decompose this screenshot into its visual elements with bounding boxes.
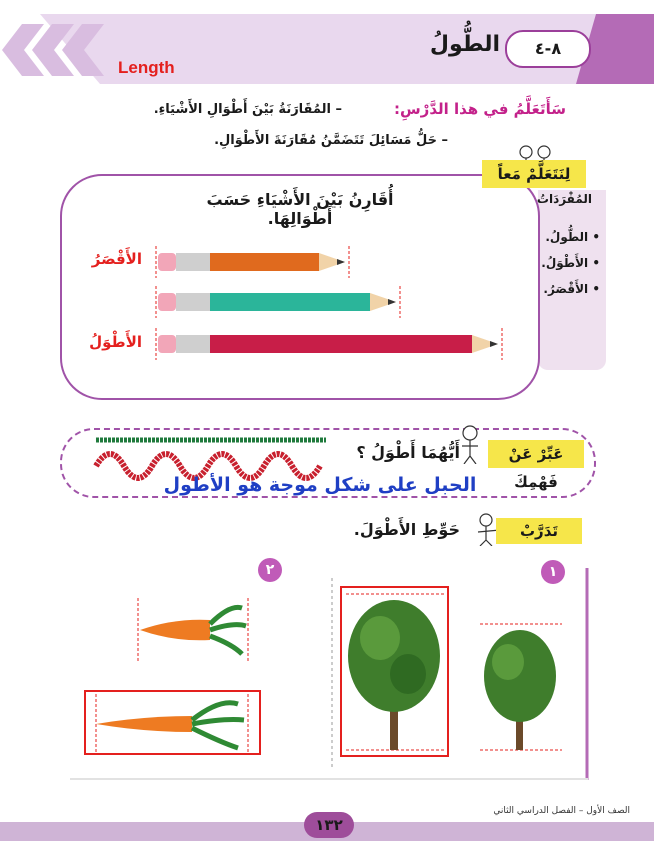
- learn-together-tag: لِنَتَعَلَّمْ مَعاً: [482, 160, 586, 188]
- lesson-number: ٨-٤: [505, 30, 591, 68]
- practice-instruction: حَوِّطِ الأَطْوَلَ.: [353, 520, 460, 539]
- objective-item: – حَلُّ مَسَائِلَ تَتَضَمَّنُ مُقَارَنَةَ الأَطْوَالِ.: [214, 133, 448, 148]
- pencil-3: [156, 328, 502, 360]
- short-tree[interactable]: [476, 620, 566, 756]
- pencils-illustration: [150, 240, 520, 370]
- long-carrot-selected[interactable]: [84, 690, 262, 756]
- thinking-child-icon: [456, 424, 484, 464]
- practice-tag: تَدَرَّبْ: [496, 518, 582, 544]
- short-carrot[interactable]: [134, 598, 254, 662]
- compare-heading: أُقَارِنُ بَيْنَ الأَشْيَاءِ حَسَبَ أَطْوَالِهَا.: [206, 190, 394, 228]
- objective-item: – المُقَارَنَةُ بَيْنَ أَطْوَالِ الأَشْيَاءِ.: [153, 102, 342, 117]
- exercise-number-2: ٢: [258, 558, 282, 582]
- page-number: ١٣٢: [304, 812, 354, 838]
- shortest-label: الأَقْصَرُ: [91, 250, 142, 268]
- handwritten-answer[interactable]: الحبل على شكل موجة هو الأطول: [163, 474, 477, 496]
- longest-label: الأَطْوَلُ: [89, 333, 142, 351]
- lesson-title: الطُّولُ: [429, 32, 500, 57]
- pencil-1: [156, 246, 349, 278]
- vocabulary-title: المُفْرَدَاتُ: [536, 192, 592, 206]
- objectives-label: سَأَتَعَلَّمُ في هذا الدَّرْسِ:: [393, 100, 566, 118]
- semester-text: الصف الأول – الفصل الدراسي الثاني: [493, 806, 630, 816]
- express-tag: عَبِّرْ عَنْ فَهْمِكَ: [488, 440, 584, 468]
- tall-tree-selected[interactable]: [340, 586, 450, 758]
- pencil-2: [156, 286, 400, 318]
- vocabulary-item: • الأَقْصَرُ.: [543, 282, 600, 296]
- vocabulary-item: • الأَطْوَلُ.: [541, 256, 600, 270]
- vocabulary-panel: [538, 190, 606, 370]
- exercise-number-1: ١: [541, 560, 565, 584]
- english-title: Length: [118, 58, 175, 77]
- express-question: أَيُّهُمَا أَطْوَلُ ؟: [356, 443, 460, 462]
- vocabulary-item: • الطُّولُ.: [545, 230, 600, 244]
